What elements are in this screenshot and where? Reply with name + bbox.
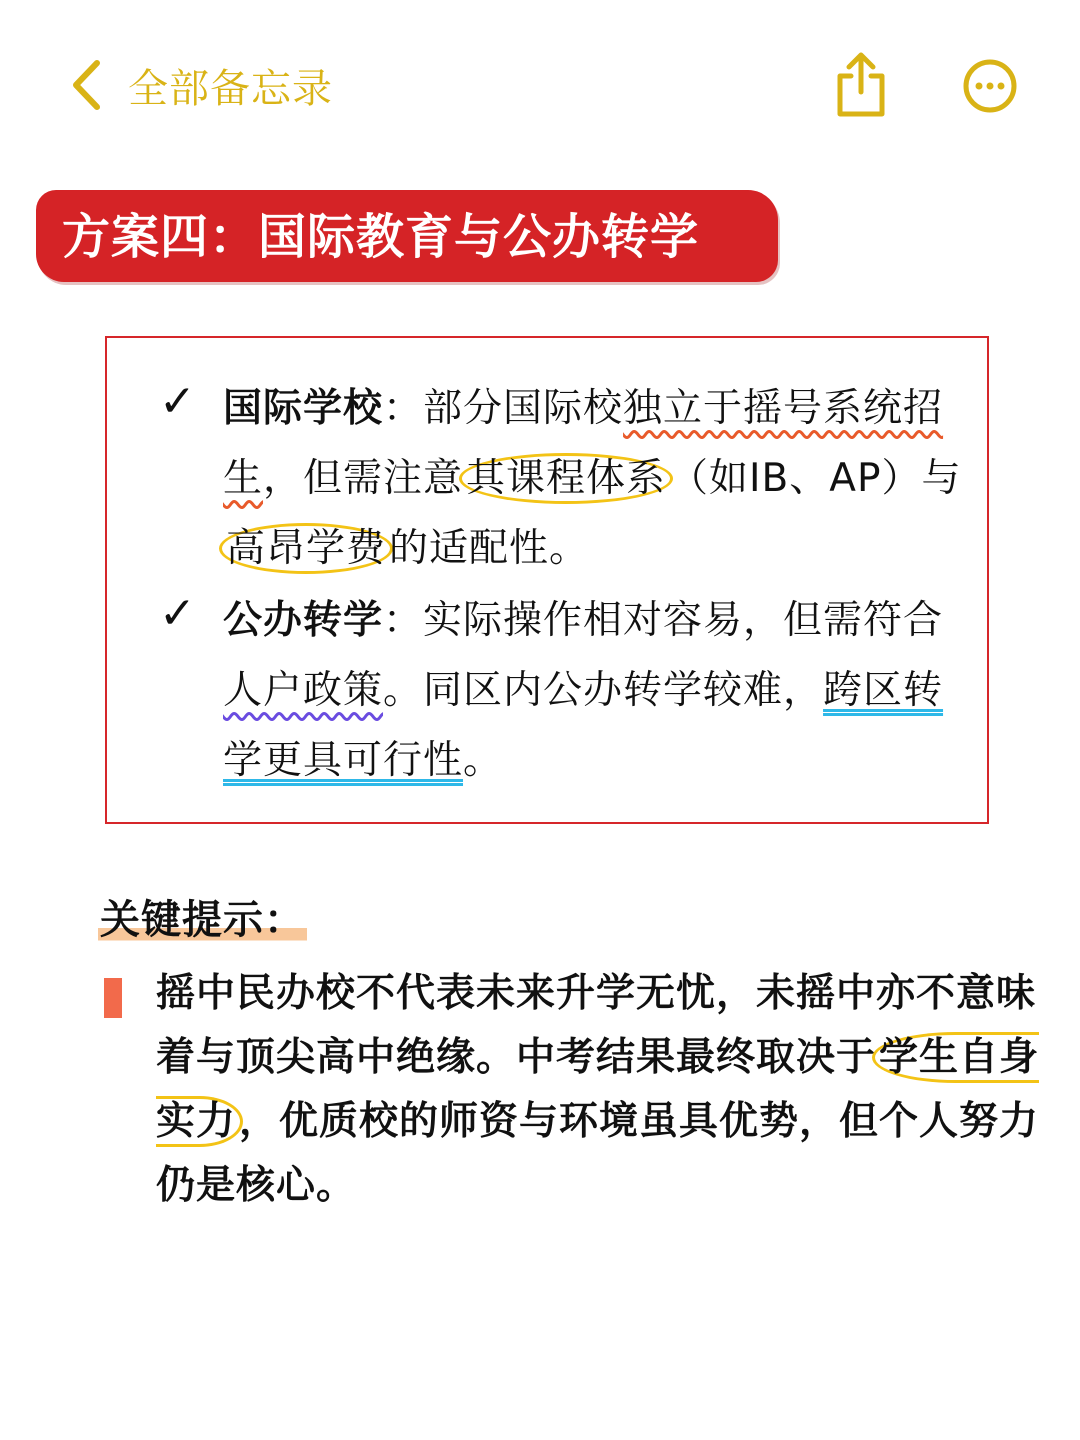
more-icon xyxy=(962,99,1018,118)
page-title: 方案四：国际教育与公办转学 xyxy=(62,209,700,265)
info-box xyxy=(105,336,989,824)
item-label: 公办转学 xyxy=(223,598,384,643)
highlight-circle: 学生自身实力 xyxy=(156,1032,1039,1147)
highlight-underline: 独立于摇号系统招生 xyxy=(223,386,944,501)
back-button-label: 全部备忘录 xyxy=(128,65,333,112)
top-nav-bar xyxy=(0,40,1080,130)
list-item-international-school: 国际学校：部分国际校独立于摇号系统招生，但需注意其课程体系（如IB、AP）与高昂学费的适配性。 xyxy=(223,374,963,584)
list-item-public-transfer: 公办转学：实际操作相对容易，但需符合人户政策。同区内公办转学较难，跨区转学更具可行性。 xyxy=(223,598,944,783)
share-icon xyxy=(832,103,890,122)
highlight-circle: 高昂学费 xyxy=(219,523,393,574)
highlight-underline: 人户政策 xyxy=(223,668,384,713)
item-label: 国际学校 xyxy=(223,386,384,431)
back-button[interactable] xyxy=(70,50,333,120)
checkmark-icon: ✓ xyxy=(159,376,196,427)
highlight-underline: 跨区转学更具可行性 xyxy=(223,668,944,783)
tips-marker xyxy=(104,978,122,1018)
checkmark-icon: ✓ xyxy=(159,588,196,639)
chevron-left-icon xyxy=(70,59,102,111)
tips-heading: 关键提示： xyxy=(98,888,307,945)
share-button[interactable] xyxy=(832,52,890,118)
tips-paragraph: 摇中民办校不代表未来升学无忧，未摇中亦不意味着与顶尖高中绝缘。中考结果最终取决于学生自身实力，优质校的师资与环境虽具优势，但个人努力仍是核心。 xyxy=(156,971,1040,1208)
highlight-circle: 其课程体系 xyxy=(459,453,673,504)
title-banner xyxy=(36,190,778,282)
more-options-button[interactable] xyxy=(962,58,1018,114)
